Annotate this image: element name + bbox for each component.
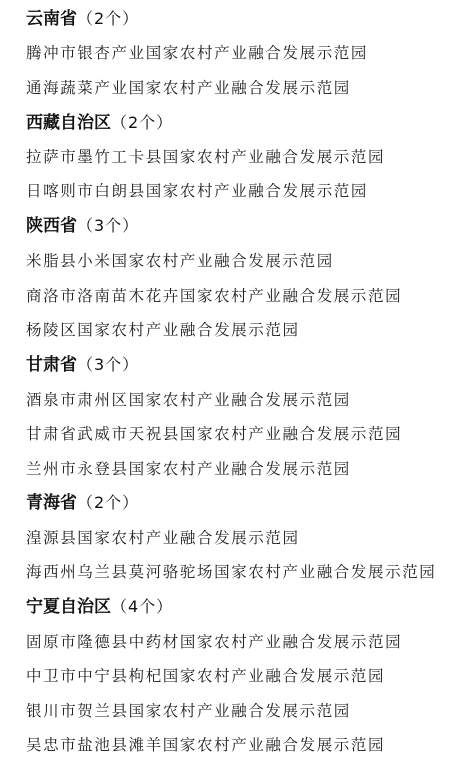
list-item: 湟源县国家农村产业融合发展示范园 bbox=[26, 529, 300, 547]
list-item: 酒泉市肃州区国家农村产业融合发展示范园 bbox=[26, 391, 351, 409]
section-count: （2个） bbox=[77, 9, 140, 28]
list-item: 甘肃省武威市天祝县国家农村产业融合发展示范园 bbox=[26, 425, 403, 443]
list-item: 吴忠市盐池县滩羊国家农村产业融合发展示范园 bbox=[26, 736, 386, 754]
section-name: 青海省 bbox=[26, 493, 77, 513]
section-heading-yunnan bbox=[26, 9, 139, 29]
list-item: 固原市隆德县中药材国家农村产业融合发展示范园 bbox=[26, 633, 403, 651]
list-item: 海西州乌兰县莫河骆驼场国家农村产业融合发展示范园 bbox=[26, 563, 437, 581]
section-name: 甘肃省 bbox=[26, 355, 77, 375]
section-heading-xizang bbox=[26, 113, 173, 133]
list-item: 米脂县小米国家农村产业融合发展示范园 bbox=[26, 252, 334, 270]
section-heading-ningxia bbox=[26, 597, 173, 617]
list-item: 日喀则市白朗县国家农村产业融合发展示范园 bbox=[26, 182, 369, 200]
section-count: （4个） bbox=[111, 597, 174, 616]
list-item: 腾冲市银杏产业国家农村产业融合发展示范园 bbox=[26, 44, 369, 62]
list-item: 商洛市洛南苗木花卉国家农村产业融合发展示范园 bbox=[26, 287, 403, 305]
section-heading-qinghai bbox=[26, 493, 139, 513]
section-heading-gansu bbox=[26, 355, 139, 375]
section-name: 陕西省 bbox=[26, 216, 77, 236]
list-item: 中卫市中宁县枸杞国家农村产业融合发展示范园 bbox=[26, 667, 386, 685]
list-item: 拉萨市墨竹工卡县国家农村产业融合发展示范园 bbox=[26, 148, 386, 166]
section-name: 宁夏自治区 bbox=[26, 597, 111, 617]
list-item: 银川市贺兰县国家农村产业融合发展示范园 bbox=[26, 702, 351, 720]
section-count: （3个） bbox=[77, 355, 140, 374]
section-name: 云南省 bbox=[26, 9, 77, 29]
section-heading-shaanxi bbox=[26, 216, 139, 236]
list-item: 兰州市永登县国家农村产业融合发展示范园 bbox=[26, 460, 351, 478]
section-count: （3个） bbox=[77, 216, 140, 235]
section-count: （2个） bbox=[77, 493, 140, 512]
list-item: 杨陵区国家农村产业融合发展示范园 bbox=[26, 321, 300, 339]
section-count: （2个） bbox=[111, 113, 174, 132]
list-item: 通海蔬菜产业国家农村产业融合发展示范园 bbox=[26, 79, 351, 97]
section-name: 西藏自治区 bbox=[26, 113, 111, 133]
